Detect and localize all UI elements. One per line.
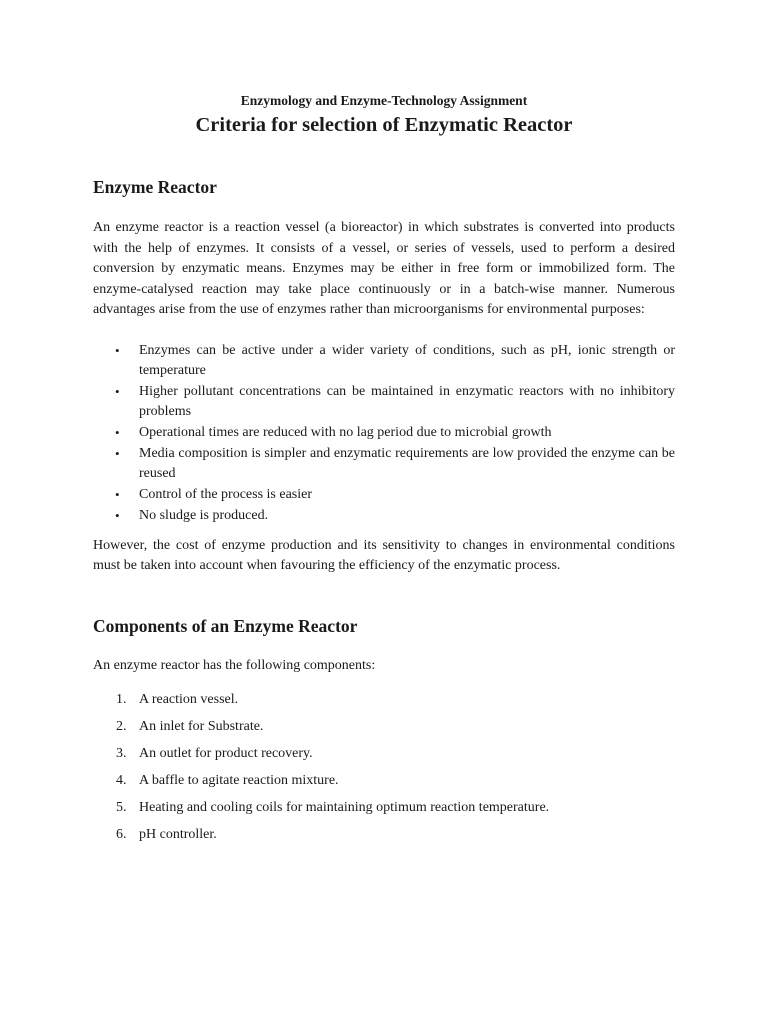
advantages-list (93, 341, 675, 526)
bullet-icon: • (115, 507, 120, 523)
list-item: 5. Heating and cooling coils for maintaining optimum reaction temperature. (116, 800, 550, 815)
bullet-icon: • (115, 486, 120, 502)
course-name: Enzymology and Enzyme-Technology Assignment (240, 93, 528, 108)
bullet-icon: • (115, 342, 120, 358)
list-item: • Media composition is simpler and enzymatic requirements are low provided the enzyme can be reused (115, 445, 675, 481)
closing-paragraph: However, the cost of enzyme production and its sensitivity to changes in environmental conditions must be taken into account when favouring the efficiency of the enzymatic process. (93, 537, 675, 573)
list-item: 3. An outlet for product recovery. (116, 746, 313, 761)
list-item: • No sludge is produced. (93, 506, 675, 526)
list-item: • Higher pollutant concentrations can be maintained in enzymatic reactors with no inhibitory problems (115, 383, 675, 419)
bullet-icon: • (115, 383, 120, 399)
list-item: • Control of the process is easier (93, 485, 675, 505)
list-item: • Enzymes can be active under a wider variety of conditions, such as pH, ionic strength or temperature (115, 342, 675, 378)
section-heading-enzyme-reactor: Enzyme Reactor (93, 177, 217, 197)
bullet-icon: • (115, 424, 120, 440)
list-item: 6. pH controller. (116, 827, 217, 842)
bullet-icon: • (115, 445, 120, 461)
intro-paragraph: An enzyme reactor is a reaction vessel (a bioreactor) in which substrates is converted into products with the help of enzymes. It consists of a vessel, or series of vessels, used to perform a desired conversion by enzymatic means. Enzymes may be either in free form or immobilized form. The enzyme-catalysed reaction may take place continuously or in a batch-wise manner. Numerous advantages arise from the use of enzymes rather than microorganisms for environmental purposes: (93, 220, 675, 317)
components-list (93, 690, 675, 845)
document-title: Criteria for selection of Enzymatic Reactor (195, 114, 573, 136)
components-intro: An enzyme reactor has the following components: (93, 657, 376, 673)
list-item: 1. A reaction vessel. (116, 692, 239, 707)
list-item: • Operational times are reduced with no lag period due to microbial growth (93, 423, 675, 443)
section-heading-components: Components of an Enzyme Reactor (93, 615, 358, 636)
list-item: 4. A baffle to agitate reaction mixture. (116, 773, 339, 788)
list-item: 2. An inlet for Substrate. (116, 719, 264, 734)
